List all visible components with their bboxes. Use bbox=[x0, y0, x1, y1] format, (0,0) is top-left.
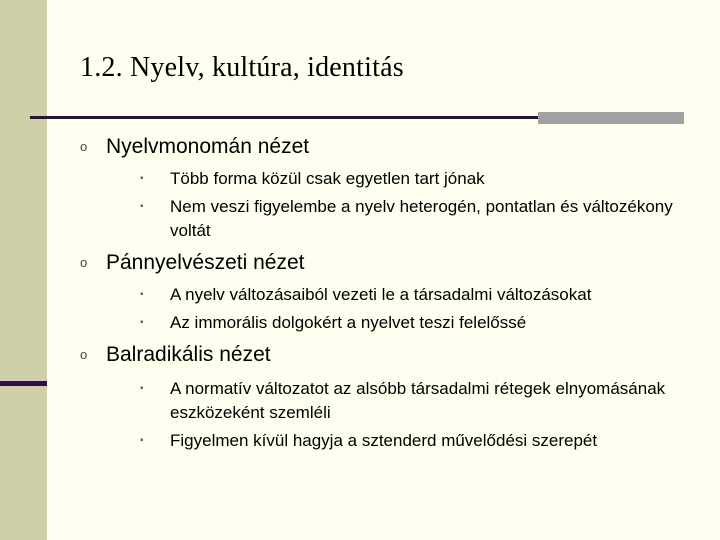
circle-bullet-icon: o bbox=[80, 347, 88, 362]
list-item-text: Az immorális dolgokért a nyelvet teszi felelőssé bbox=[170, 313, 527, 332]
list-item bbox=[140, 377, 700, 425]
list-item-text: Több forma közül csak egyetlen tart jónak bbox=[170, 169, 485, 188]
section-heading: Balradikális nézet bbox=[106, 343, 271, 366]
list-item-text: Nem veszi figyelembe a nyelv heterogén, pontatlan és változékony voltát bbox=[170, 197, 673, 240]
title-rule bbox=[30, 116, 538, 119]
circle-bullet-icon: o bbox=[80, 139, 88, 154]
list-item bbox=[140, 167, 700, 191]
sub-list bbox=[80, 283, 700, 335]
list-item bbox=[140, 311, 700, 335]
list-item-text: A nyelv változásaiból vezeti le a társadalmi változásokat bbox=[170, 285, 592, 304]
list-item bbox=[140, 283, 700, 307]
list-item bbox=[140, 195, 700, 243]
section-nyelvmonoman bbox=[80, 132, 700, 243]
section-heading: Pánnyelvészeti nézet bbox=[106, 251, 305, 274]
section-pannyelveszeti bbox=[80, 248, 700, 335]
square-bullet-icon: ▪ bbox=[140, 289, 144, 300]
square-bullet-icon: ▪ bbox=[140, 201, 144, 212]
section-balradikalis bbox=[80, 340, 700, 453]
section-heading-row bbox=[80, 248, 700, 278]
section-heading-row bbox=[80, 132, 700, 162]
section-heading-row bbox=[80, 340, 700, 370]
slide-content bbox=[80, 128, 700, 453]
slide-title: 1.2. Nyelv, kultúra, identitás bbox=[80, 52, 404, 83]
sub-list bbox=[80, 167, 700, 243]
square-bullet-icon: ▪ bbox=[140, 317, 144, 328]
list-item bbox=[140, 429, 700, 453]
square-bullet-icon: ▪ bbox=[140, 173, 144, 184]
circle-bullet-icon: o bbox=[80, 255, 88, 270]
title-rule-accent bbox=[538, 112, 684, 124]
square-bullet-icon: ▪ bbox=[140, 435, 144, 446]
list-item-text: A normatív változatot az alsóbb társadalmi rétegek elnyomásának eszközeként szemléli bbox=[170, 379, 666, 422]
left-decor-bar bbox=[0, 0, 47, 540]
section-heading: Nyelvmonomán nézet bbox=[106, 135, 310, 158]
square-bullet-icon: ▪ bbox=[140, 383, 144, 394]
left-accent-stripe bbox=[0, 381, 47, 386]
sub-list bbox=[80, 377, 700, 453]
list-item-text: Figyelmen kívül hagyja a sztenderd művelődési szerepét bbox=[170, 431, 598, 450]
